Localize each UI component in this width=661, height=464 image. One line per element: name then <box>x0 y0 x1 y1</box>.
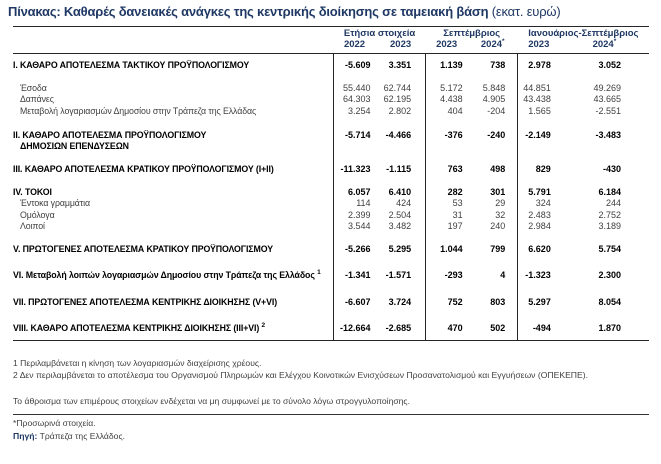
spacer-row <box>13 71 649 83</box>
cell: 2.752 <box>598 209 621 220</box>
col-year-2023-annual: 2023 <box>376 39 426 53</box>
page-title <box>8 4 653 19</box>
col-group-annual: Ετήσια στοιχεία <box>333 27 425 40</box>
cell: 3.544 <box>333 221 375 232</box>
row-label: VII. ΠΡΩΤΟΓΕΝΕΣ ΑΠΟΤΕΛΕΣΜΑ ΚΕΝΤΡΙΚΗΣ ΔΙΟΙΚΗΣΗΣ (V+VI) <box>13 296 278 307</box>
cell: 6.410 <box>388 187 412 197</box>
cell: 3.351 <box>388 59 412 70</box>
cell: 829 <box>518 164 578 175</box>
cell: -11.323 <box>333 164 375 175</box>
footnote-marker-2: 2 <box>261 321 266 329</box>
cell: 44.851 <box>518 83 578 94</box>
cell: 4.905 <box>482 94 506 105</box>
row-label: ΙΙΙ. ΚΑΘΑΡΟ ΑΠΟΤΕΛΕΣΜΑ ΚΡΑΤΙΚΟΥ ΠΡΟΫΠΟΛΟΓΙΣΜΟΥ (Ι+ΙΙ) <box>13 163 274 174</box>
spacer-row <box>13 308 649 323</box>
cell: -5.609 <box>333 60 375 71</box>
cell: 498 <box>490 163 506 174</box>
header-empty-cell <box>13 27 333 40</box>
rounding-note: Το άθροισμα των επιμέρους στοιχείων ενδέχεται να μη συμφωνεί με το σύνολο λόγω στρογγυλοποίησης. <box>13 395 410 406</box>
cell: 3.482 <box>388 220 412 231</box>
cell: 6.184 <box>598 187 621 197</box>
footnote-2: 2 Δεν περιλαμβάνεται το αποτέλεσμα του Οργανισμού Πληρωμών και Ελέγχου Κοινοτικών Ενισχύσεων Προσανατολισμού και Εγγυήσεων (ΟΠΕΚΕΠΕ). <box>13 370 588 381</box>
table-row-v <box>13 244 649 255</box>
cell: 31 <box>426 210 468 221</box>
cell: -1.323 <box>518 270 578 281</box>
cell: 5.848 <box>482 83 506 94</box>
cell: -5.714 <box>333 130 375 152</box>
col-year-2022: 2022 <box>333 39 375 53</box>
row-label: Λοιποί <box>20 220 45 231</box>
data-table <box>13 26 649 341</box>
col-year-2024-sep: 2024* <box>468 39 518 53</box>
row-label: IV. ΤΟΚΟΙ <box>13 187 52 197</box>
cell: -1.341 <box>333 270 375 281</box>
spacer-row <box>13 175 649 187</box>
row-label: VI. Μεταβολή λοιπών λογαριασμών Δημοσίου στην Τράπεζα της Ελλάδος $^1$ <box>13 269 321 281</box>
cell: 763 <box>426 164 468 175</box>
table-row-vi <box>13 270 649 281</box>
cell: 502 <box>490 322 506 333</box>
row-label: Ομόλογα <box>20 209 55 220</box>
cell: -4.466 <box>385 129 412 140</box>
title-text: Πίνακας: Καθαρές δανειακές ανάγκες της κεντρικής διοίκησης σε ταμειακή βάση <box>8 4 489 19</box>
cell: 2.483 <box>518 210 578 221</box>
cell: 2.504 <box>388 209 412 220</box>
cell: 4 <box>500 270 506 281</box>
cell: -240 <box>487 129 506 140</box>
table-row-expenditure <box>13 94 649 105</box>
cell: 8.054 <box>598 296 621 307</box>
table-row-accounts-change <box>13 106 649 117</box>
cell: 1.044 <box>426 244 468 255</box>
col-year-2023-jansep: 2023 <box>518 39 578 53</box>
table-row-revenue <box>13 83 649 94</box>
row-label: Δαπάνες <box>20 94 54 105</box>
cell: 282 <box>426 187 468 198</box>
table-row-ii <box>13 130 649 152</box>
row-label: ΙΙ. ΚΑΘΑΡΟ ΑΠΟΤΕΛΕΣΜΑ ΠΡΟΫΠΟΛΟΓΙΣΜΟΥ ΔΗΜΟΣΙΩΝ ΕΠΕΝΔΥΣΕΩΝ <box>13 129 207 151</box>
cell: 53 <box>426 198 468 209</box>
table-row-iv <box>13 187 649 198</box>
cell: 6.057 <box>333 187 375 198</box>
footnote-marker-1: 1 <box>317 269 321 277</box>
cell: 197 <box>426 221 468 232</box>
spacer-row <box>13 282 649 297</box>
table-row-other <box>13 221 649 232</box>
row-label: V. ΠΡΩΤΟΓΕΝΕΣ ΑΠΟΤΕΛΕΣΜΑ ΚΡΑΤΙΚΟΥ ΠΡΟΫΠΟΛΟΓΙΣΜΟΥ <box>13 244 273 254</box>
cell: -293 <box>426 270 468 281</box>
table-row-iii <box>13 164 649 175</box>
cell: 470 <box>426 323 468 334</box>
cell: -494 <box>518 323 578 334</box>
spacer-row <box>13 334 649 341</box>
spacer-row <box>13 152 649 164</box>
table-header <box>13 27 649 54</box>
cell: 3.189 <box>598 220 621 231</box>
cell: -1.115 <box>386 163 412 174</box>
footnote-1: 1 Περιλαμβάνεται η κίνηση των λογαριασμών διαχείρισης χρέους. <box>13 358 262 368</box>
data-table-wrapper <box>13 26 653 341</box>
spacer-row <box>13 232 649 244</box>
row-label: Ι. ΚΑΘΑΡΟ ΑΠΟΤΕΛΕΣΜΑ ΤΑΚΤΙΚΟΥ ΠΡΟΫΠΟΛΟΓΙΣΜΟΥ <box>13 59 250 70</box>
cell: -2.685 <box>385 322 412 333</box>
cell: -3.483 <box>595 129 621 140</box>
cell: -2.149 <box>518 130 578 152</box>
cell: 5.172 <box>426 83 468 94</box>
col-group-jan-sep: Ιανουάριος-Σεπτέμβριος <box>518 27 649 40</box>
cell: -5.266 <box>333 244 375 255</box>
cell: 301 <box>490 187 506 197</box>
cell: 244 <box>605 198 621 209</box>
header-empty-cell <box>13 39 333 53</box>
cell: 424 <box>396 198 412 209</box>
row-label: Έσοδα <box>20 83 47 94</box>
cell: 62.195 <box>383 94 412 105</box>
table-row-vii <box>13 297 649 308</box>
cell: 2.399 <box>333 210 375 221</box>
spacer-row <box>13 117 649 130</box>
cell: 3.052 <box>598 59 621 70</box>
source-value: Τράπεζα της Ελλάδος. <box>37 430 125 441</box>
cell: 32 <box>495 209 506 220</box>
cell: -376 <box>426 130 468 152</box>
cell: -1.571 <box>385 270 412 281</box>
cell: 2.802 <box>388 105 412 116</box>
table-row-viii <box>13 323 649 334</box>
cell: 324 <box>518 198 578 209</box>
cell: 1.139 <box>426 60 468 71</box>
cell: 803 <box>490 296 506 307</box>
cell: 43.665 <box>593 94 621 105</box>
cell: 3.254 <box>333 106 375 117</box>
cell: -12.664 <box>333 323 375 334</box>
source-label: Πηγή: <box>13 430 38 441</box>
cell: 1.870 <box>598 322 621 333</box>
table-row-tbills <box>13 198 649 209</box>
row-label: Μεταβολή λογαριασμών Δημοσίου στην Τράπεζα της Ελλάδας <box>20 105 257 116</box>
cell: 55.440 <box>333 83 375 94</box>
title-unit: (εκατ. ευρώ) <box>491 4 561 19</box>
spacer-row <box>13 255 649 270</box>
cell: -6.607 <box>333 297 375 308</box>
footer-divider <box>13 414 649 415</box>
cell: 5.791 <box>518 187 578 198</box>
cell: 2.978 <box>518 60 578 71</box>
cell: 5.297 <box>518 297 578 308</box>
cell: 2.300 <box>598 270 621 281</box>
col-year-2024-jansep: 2024* <box>578 39 649 53</box>
header-group-row <box>13 27 649 40</box>
cell: 6.620 <box>518 244 578 255</box>
row-label: VIII. ΚΑΘΑΡΟ ΑΠΟΤΕΛΕΣΜΑ ΚΕΝΤΡΙΚΗΣ ΔΙΟΙΚΗΣΗΣ (III+VI) $^2$ <box>13 321 266 333</box>
cell: 29 <box>495 198 506 209</box>
cell: 799 <box>490 244 506 254</box>
cell: 114 <box>333 198 375 209</box>
provisional-note: *Προσωρινά στοιχεία. <box>13 418 96 429</box>
cell: 3.724 <box>388 296 412 307</box>
row-label: Έντοκα γραμμάτια <box>20 198 90 209</box>
footnotes <box>13 357 653 442</box>
cell: 4.438 <box>426 94 468 105</box>
col-group-september: Σεπτέμβριος <box>426 27 518 40</box>
cell: 752 <box>426 297 468 308</box>
cell: -204 <box>487 105 506 116</box>
table-body <box>13 53 649 340</box>
cell: 1.565 <box>518 106 578 117</box>
cell: 62.744 <box>383 83 412 94</box>
cell: -2.551 <box>595 105 621 116</box>
cell: 43.438 <box>518 94 578 105</box>
cell: -430 <box>602 163 621 174</box>
cell: 49.269 <box>593 83 621 94</box>
header-years-row <box>13 39 649 53</box>
cell: 404 <box>426 106 468 117</box>
cell: 5.754 <box>598 244 621 254</box>
cell: 64.303 <box>333 94 375 105</box>
col-year-2023-sep: 2023 <box>426 39 468 53</box>
cell: 738 <box>490 59 506 70</box>
cell: 2.984 <box>518 221 578 232</box>
cell: 5.295 <box>388 244 412 254</box>
table-row-bonds <box>13 210 649 221</box>
cell: 240 <box>490 220 506 231</box>
table-row-i <box>13 60 649 71</box>
source-line <box>13 430 653 442</box>
